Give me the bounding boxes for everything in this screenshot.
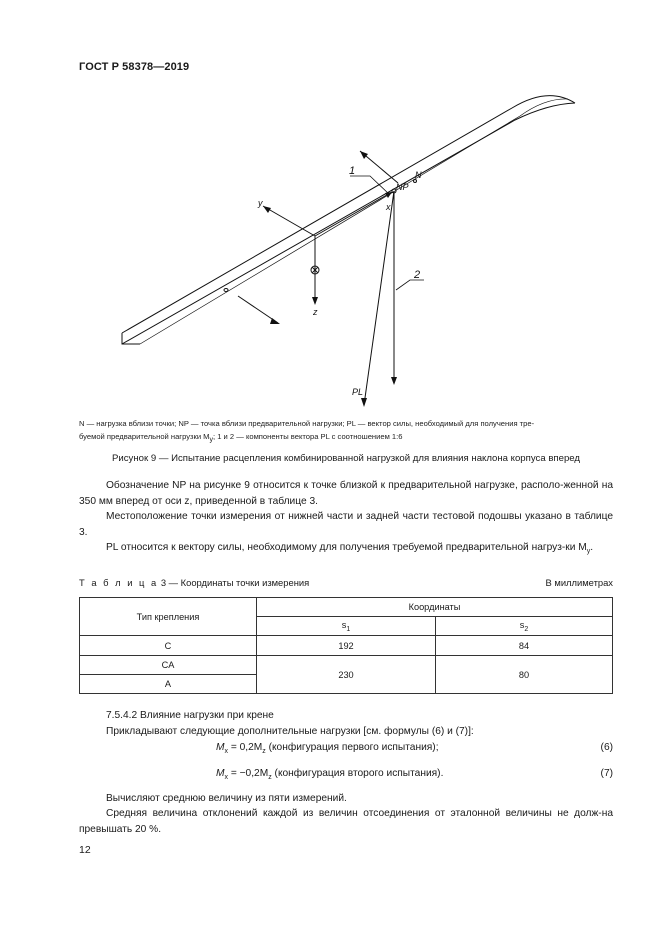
section-heading: 7.5.4.2 Влияние нагрузки при крене	[106, 710, 274, 721]
paragraph-pl: PL относится к вектору силы, необходимому для получения требуемой предварительной нагруз-ки $M_y$.	[106, 542, 594, 556]
table-row: A	[80, 675, 613, 694]
page-number: 12	[79, 844, 91, 856]
ski-top-edge	[122, 96, 575, 333]
figure-9-drawing	[0, 0, 661, 420]
table-header-s1: $s_1$	[257, 617, 436, 636]
coordinates-table	[79, 597, 613, 694]
table-title: Т а б л и ц а 3 — Координаты точки измерения	[79, 577, 310, 588]
paragraph-np: Обозначение NP на рисунке 9 относится к точке близкой к предварительной нагрузке, располо-женной на 350 мм вперед от оси z, приведенной в таблице 3.	[79, 480, 613, 507]
paragraph-location: Местоположение точки измерения от нижней части и задней части тестовой подошвы указано в таблице 3.	[79, 511, 613, 538]
label-pl: PL	[352, 387, 364, 397]
section-intro: Прикладывают следующие дополнительные нагрузки [см. формулы (6) и (7)]:	[106, 726, 474, 737]
table-header-type: Тип крепления	[80, 598, 257, 636]
label-y: y	[258, 198, 263, 208]
label-z: z	[313, 307, 318, 317]
paragraph-average: Вычисляют среднюю величину из пяти измерений.	[106, 793, 347, 804]
pl-vector	[364, 191, 394, 405]
table-header-coords: Координаты	[257, 598, 613, 617]
paragraph-deviation: Средняя величина отклонений каждой из величин отсоединения от эталонной величины не долж-на превышать 20 %.	[79, 808, 613, 835]
label-n: N	[415, 170, 422, 180]
table-unit: В миллиметрах	[545, 577, 613, 588]
figure-caption: Рисунок 9 — Испытание расцепления комбинированной нагрузкой для влияния наклона корпуса вперед	[111, 453, 581, 464]
table-row: CA 230 80	[80, 656, 613, 675]
table-row: C 192 84	[80, 636, 613, 656]
figure-legend: N — нагрузка вблизи точки; NP — точка вблизи предварительной нагрузки; PL — вектор силы, необходимый для получения тре- буемой предварительной нагрузки $M_y$; 1 и 2 — компоненты вектора PL с соотношением 1:6	[79, 419, 535, 444]
table-header-s2: $s_2$	[436, 617, 613, 636]
ski-inner-edge	[140, 99, 568, 344]
label-np: NP	[396, 182, 409, 192]
formula-7: $M_x = -0,2M_z$ (конфигурация второго испытания). (7)	[216, 768, 613, 782]
ski-bottom-edge	[122, 103, 575, 344]
document-header: ГОСТ Р 58378—2019	[79, 61, 190, 73]
x-axis	[315, 192, 392, 236]
formula-6: $M_x = 0,2M_z$ (конфигурация первого испытания); (6)	[216, 742, 613, 756]
label-1: 1	[349, 165, 356, 177]
y-axis	[263, 206, 315, 236]
label-2: 2	[414, 269, 421, 281]
label-x: x	[386, 202, 391, 212]
